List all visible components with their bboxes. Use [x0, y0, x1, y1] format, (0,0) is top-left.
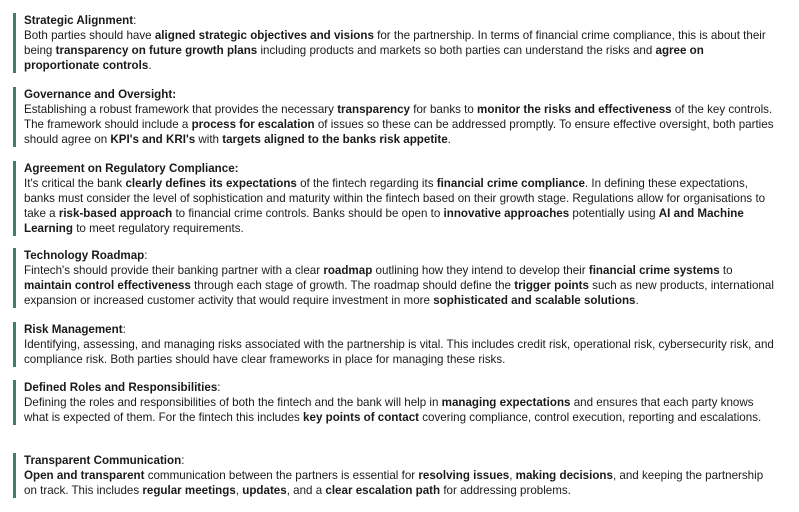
section-title-suffix: :: [133, 14, 137, 27]
section-title-text: Defined Roles and Responsibilities: [24, 381, 218, 394]
body-text: including products and markets so both parties can understand the risks and: [257, 44, 656, 57]
body-text: and ensures that each party knows what is expected of them. For the fintech this includes: [24, 396, 754, 424]
emphasized-text: trigger points: [514, 279, 589, 292]
emphasized-text: clear escalation path: [325, 484, 441, 497]
emphasized-text: transparency on future growth plans: [55, 44, 258, 57]
section-title: [24, 322, 783, 337]
section-body: [24, 395, 779, 425]
section-regulatory-compliance: [13, 161, 783, 236]
section-title-suffix: :: [181, 454, 185, 467]
emphasized-text: maintain control effectiveness: [24, 279, 191, 292]
section-body: [24, 176, 779, 236]
body-text: to meet regulatory requirements.: [72, 222, 244, 235]
section-roles-responsibilities: [13, 380, 783, 425]
emphasized-text: financial crime systems: [588, 264, 720, 277]
body-text: , and keeping the partnership on track. This includes: [24, 469, 764, 497]
body-text: , and a: [286, 484, 326, 497]
body-text: such as new products, international expansion or increased customer activity that would require investment in more: [24, 279, 774, 307]
body-text: .: [447, 133, 451, 146]
body-text: through each stage of growth. The roadmap should define the: [190, 279, 515, 292]
section-body: [24, 102, 779, 147]
section-risk-management: [13, 322, 783, 367]
emphasized-text: resolving issues: [418, 469, 510, 482]
emphasized-text: transparency: [337, 103, 411, 116]
emphasized-text: agree on proportionate controls: [24, 44, 704, 72]
section-title-text: Risk Management: [24, 323, 123, 336]
section-title-text: Governance and Oversight:: [24, 88, 177, 101]
body-text: outlining how they intend to develop their: [372, 264, 589, 277]
body-text: .: [635, 294, 639, 307]
body-text: Identifying, assessing, and managing risks associated with the partnership is vital. This includes credit risk, operational risk, cybersecurity risk, and compliance risk. Both parties should have clear frameworks in place for managing these risks.: [24, 338, 774, 366]
section-title-text: Transparent Communication: [24, 454, 182, 467]
emphasized-text: regular meetings: [142, 484, 236, 497]
body-text: Establishing a robust framework that provides the necessary: [24, 103, 338, 116]
body-text: ,: [235, 484, 243, 497]
emphasized-text: targets aligned to the banks risk appetite: [222, 133, 448, 146]
body-text: to: [719, 264, 733, 277]
section-governance-oversight: [13, 87, 783, 147]
emphasized-text: aligned strategic objectives and visions: [154, 29, 374, 42]
section-title-suffix: :: [122, 323, 126, 336]
body-text: of the fintech regarding its: [296, 177, 437, 190]
body-text: Both parties should have: [24, 29, 155, 42]
section-title: [24, 248, 783, 263]
section-strategic-alignment: [13, 13, 783, 73]
section-title-text: Strategic Alignment: [24, 14, 134, 27]
section-body: [24, 28, 779, 73]
emphasized-text: managing expectations: [441, 396, 571, 409]
emphasized-text: risk-based approach: [58, 207, 173, 220]
section-title: [24, 380, 783, 395]
section-body: [24, 468, 779, 498]
emphasized-text: KPI's and KRI's: [110, 133, 196, 146]
body-text: It's critical the bank: [24, 177, 126, 190]
section-body: [24, 263, 779, 308]
section-title: [24, 453, 783, 468]
emphasized-text: financial crime compliance: [436, 177, 585, 190]
section-title-text: Technology Roadmap: [24, 249, 145, 262]
body-text: for banks to: [410, 103, 478, 116]
emphasized-text: key points of contact: [303, 411, 420, 424]
emphasized-text: updates: [242, 484, 287, 497]
body-text: of the key controls. The framework should include a: [24, 103, 773, 131]
body-text: Fintech's should provide their banking partner with a clear: [24, 264, 324, 277]
body-text: for addressing problems.: [440, 484, 571, 497]
section-title: [24, 87, 783, 102]
section-title: [24, 13, 783, 28]
body-text: of issues so these can be addressed promptly. To ensure effective oversight, both parties should agree on: [24, 118, 774, 146]
body-text: communication between the partners is essential for: [144, 469, 419, 482]
body-text: covering compliance, control execution, reporting and escalations.: [419, 411, 762, 424]
body-text: to financial crime controls. Banks should be open to: [172, 207, 444, 220]
emphasized-text: roadmap: [323, 264, 373, 277]
section-title-text: Agreement on Regulatory Compliance:: [24, 162, 239, 175]
section-transparent-communication: [13, 453, 783, 498]
emphasized-text: process for escalation: [191, 118, 315, 131]
section-title-suffix: :: [144, 249, 148, 262]
body-text: ,: [509, 469, 516, 482]
emphasized-text: sophisticated and scalable solutions: [433, 294, 636, 307]
section-title-suffix: :: [217, 381, 221, 394]
body-text: with: [195, 133, 223, 146]
body-text: .: [148, 59, 152, 72]
emphasized-text: AI and Machine Learning: [24, 207, 744, 235]
section-body: [24, 337, 779, 367]
emphasized-text: innovative approaches: [443, 207, 570, 220]
emphasized-text: making decisions: [515, 469, 613, 482]
section-technology-roadmap: [13, 248, 783, 308]
emphasized-text: Open and transparent: [24, 469, 145, 482]
body-text: . In defining these expectations, banks must consider the level of sophistication and maturity within the fintech based on their growth stage. Regulations allow for organisations to take a: [24, 177, 766, 220]
body-text: Defining the roles and responsibilities of both the fintech and the bank will help in: [24, 396, 442, 409]
section-title: [24, 161, 783, 176]
emphasized-text: monitor the risks and effectiveness: [477, 103, 672, 116]
body-text: for the partnership. In terms of financial crime compliance, this is about their being: [24, 29, 766, 57]
emphasized-text: clearly defines its expectations: [125, 177, 297, 190]
body-text: potentially using: [569, 207, 659, 220]
